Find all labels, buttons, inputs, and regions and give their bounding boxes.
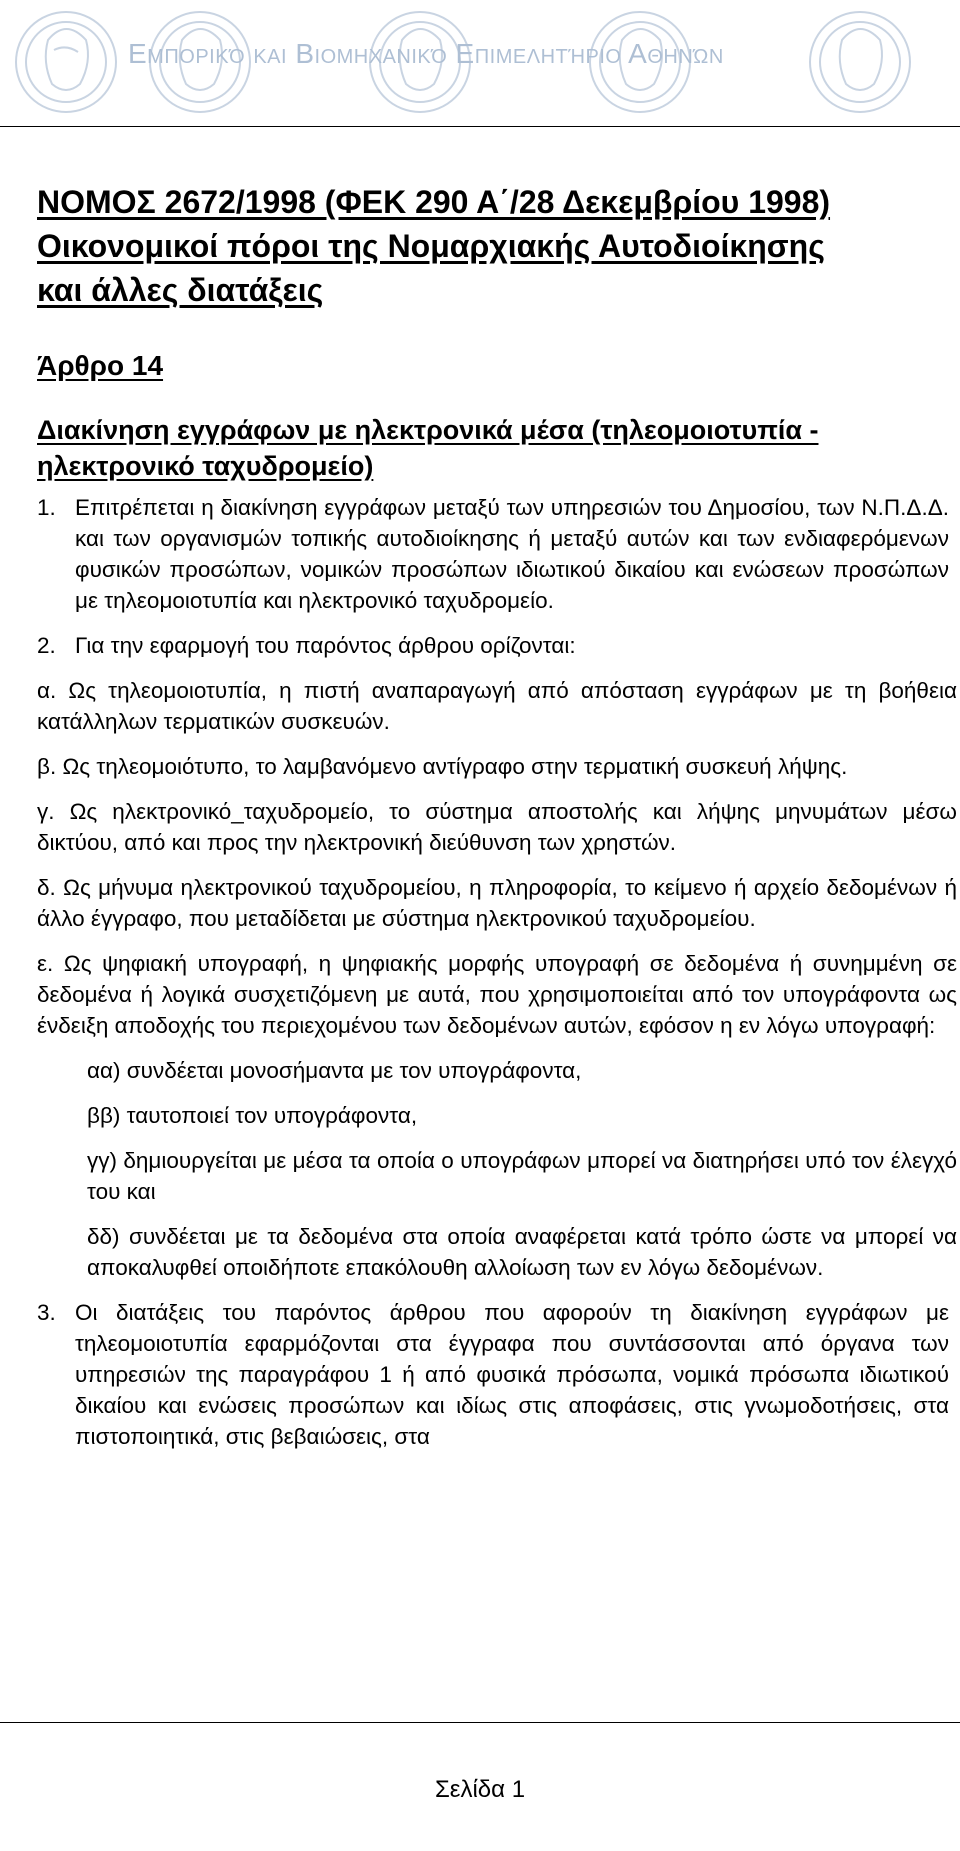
definition-b: β. Ως τηλεομοιότυπο, το λαμβανόμενο αντίγραφο στην τερματική συσκευή λήψης.	[37, 754, 848, 779]
law-title	[37, 180, 957, 312]
article-number: Άρθρο 14	[37, 350, 164, 381]
article-title: Διακίνηση εγγράφων με ηλεκτρονικά μέσα (τηλεομοιοτυπία - ηλεκτρονικό ταχυδρομείο)	[37, 415, 819, 481]
page-header	[0, 0, 960, 128]
chamber-name: Εμπορικό και Βιομηχανικό Επιμελητήριο Αθηνών	[128, 38, 724, 69]
definition-a: α. Ως τηλεομοιοτυπία, η πιστή αναπαραγωγή από απόσταση εγγράφων με τη βοήθεια κατάλληλων τερματικών συσκευών.	[37, 678, 957, 734]
header-divider	[0, 126, 960, 127]
paragraph-number: 3.	[37, 1300, 56, 1325]
condition-gg: γγ) δημιουργείται με μέσα τα οποία ο υπογράφων μπορεί να διατηρήσει υπό τον έλεγχό του και	[87, 1148, 957, 1204]
paragraph-number: 1.	[37, 495, 56, 520]
definition-e: ε. Ως ψηφιακή υπογραφή, η ψηφιακής μορφής υπογραφή σε δεδομένα ή συνημμένη σε δεδομένα ή λογικά συσχετιζόμενη με αυτά, που χρησιμοποιείται από τον υπογράφοντα ως ένδειξη αποδοχής του περιεχομένου των δεδομένων αυτών, εφόσον η εν λόγω υπογραφή:	[37, 951, 957, 1038]
paragraph-number: 2.	[37, 633, 56, 658]
document-body	[37, 180, 957, 1452]
definition-d: δ. Ως μήνυμα ηλεκτρονικού ταχυδρομείου, η πληροφορία, το κείμενο ή αρχείο δεδομένων ή άλλο έγγραφο, που μεταδίδεται με σύστημα ηλεκτρονικού ταχυδρομείου.	[37, 875, 957, 931]
condition-bb: ββ) ταυτοποιεί τον υπογράφοντα,	[87, 1103, 418, 1128]
paragraph-text: Για την εφαρμογή του παρόντος άρθρου ορίζονται:	[75, 633, 576, 658]
paragraph-1	[37, 492, 949, 616]
footer-divider	[0, 1722, 960, 1723]
paragraph-text: Επιτρέπεται η διακίνηση εγγράφων μεταξύ των υπηρεσιών του Δημοσίου, των Ν.Π.Δ.Δ. και των οργανισμών τοπικής αυτοδιοίκησης ή μεταξύ αυτών και των ενδιαφερόμενων φυσικών προσώπων, νομικών προσώπων ιδιωτικού δικαίου και ενώσεων προσώπων με τηλεομοιοτυπία και ηλεκτρονικό ταχυδρομείο.	[75, 495, 949, 613]
paragraph-3	[37, 1297, 949, 1452]
condition-aa: αα) συνδέεται μονοσήμαντα με τον υπογράφοντα,	[87, 1058, 582, 1083]
condition-dd: δδ) συνδέεται με τα δεδομένα στα οποία αναφέρεται κατά τρόπο ώστε να μπορεί να αποκαλυφθεί οποιδήποτε επακόλουθη αλλοίωση των εν λόγω δεδομένων.	[87, 1224, 957, 1280]
paragraph-2	[37, 630, 949, 661]
law-title-line-3: και άλλες διατάξεις	[37, 272, 324, 308]
law-title-line-2: Οικονομικοί πόροι της Νομαρχιακής Αυτοδιοίκησης	[37, 228, 825, 264]
law-title-line-1: ΝΟΜΟΣ 2672/1998 (ΦΕΚ 290 Α΄/28 Δεκεμβρίου 1998)	[37, 184, 831, 220]
paragraph-text: Οι διατάξεις του παρόντος άρθρου που αφορούν τη διακίνηση εγγράφων με τηλεομοιοτυπία εφαρμόζονται στα έγγραφα που συντάσσονται από όργανα των υπηρεσιών της παραγράφου 1 ή από φυσικά πρόσωπα, νομικά πρόσωπα ιδιωτικού δικαίου και ενώσεις προσώπων και ιδίως στις αποφάσεις, στις γνωμοδοτήσεις, στα πιστοποιητικά, στις βεβαιώσεις, στα	[75, 1300, 949, 1449]
page-number: Σελίδα 1	[434, 1776, 526, 1803]
definition-c: γ. Ως ηλεκτρονικό_ταχυδρομείο, το σύστημα αποστολής και λήψης μηνυμάτων μέσω δικτύου, από και προς την ηλεκτρονική διεύθυνση των χρηστών.	[37, 799, 957, 855]
